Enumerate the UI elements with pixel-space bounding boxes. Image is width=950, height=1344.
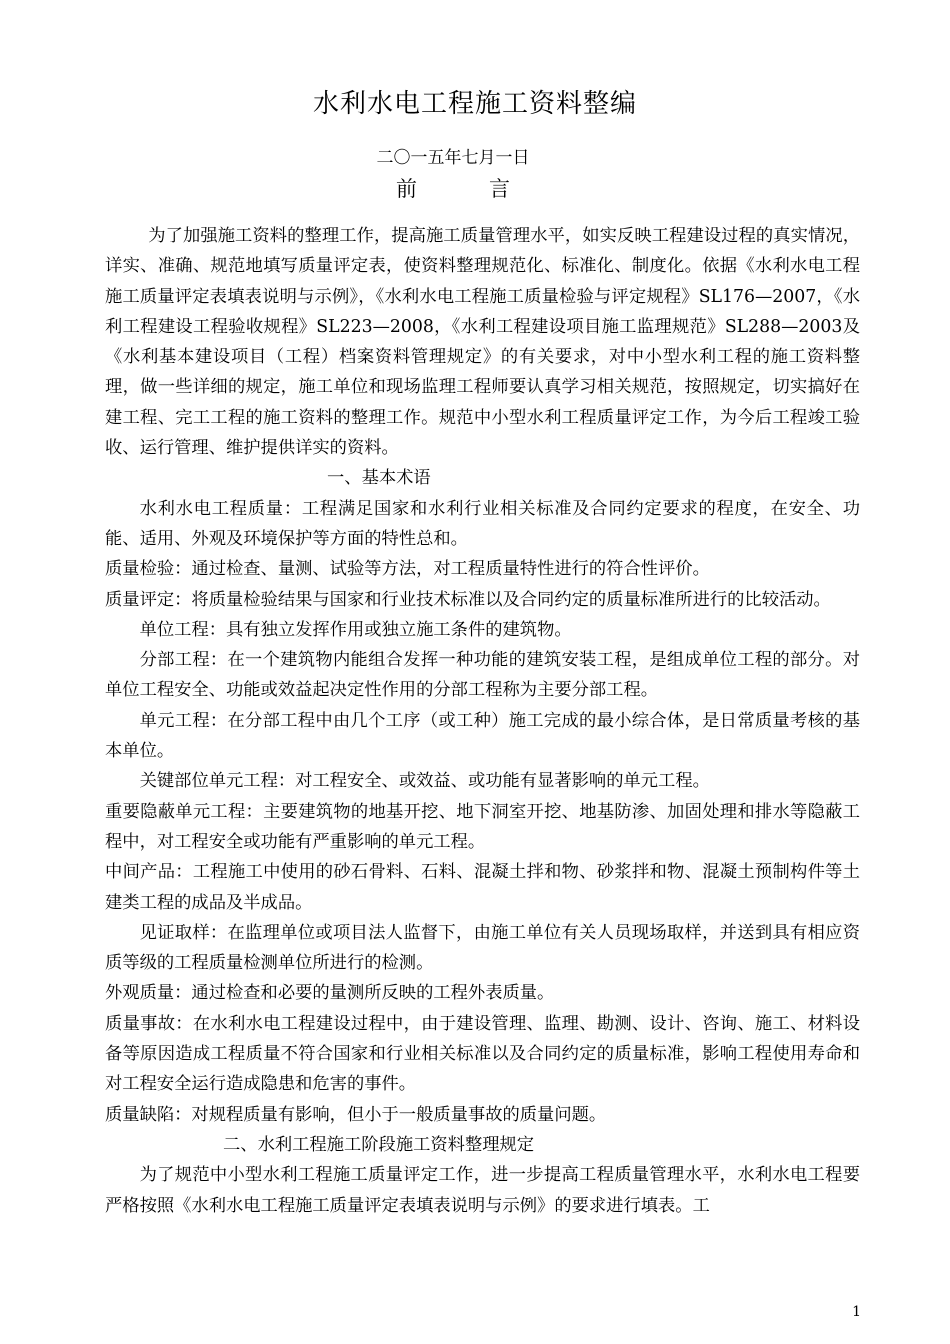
term-paragraph: 水利水电工程质量：工程满足国家和水利行业相关标准及合同约定要求的程度，在安全、功能、适用、外观及环境保护等方面的特性总和。: [105, 498, 860, 549]
document-body: [105, 221, 860, 1221]
preface-char-1: 前: [396, 177, 417, 201]
term-paragraph: 重要隐蔽单元工程：主要建筑物的地基开挖、地下洞室开挖、地基防渗、加固处理和排水等隐蔽工程中，对工程安全或功能有严重影响的单元工程。: [105, 801, 860, 852]
document-title: 水利水电工程施工资料整编: [312, 89, 637, 119]
term-paragraph: 单位工程：具有独立发挥作用或独立施工条件的建筑物。: [139, 619, 572, 640]
term-paragraph: 外观质量：通过检查和必要的量测所反映的工程外表质量。: [105, 983, 555, 1004]
term-paragraph: 关键部位单元工程：对工程安全、或效益、或功能有显著影响的单元工程。: [139, 771, 710, 792]
term-paragraph: 质量检验：通过检查、量测、试验等方法，对工程质量特性进行的符合性评价。: [105, 559, 710, 580]
page-number: 1: [852, 1304, 861, 1320]
preface-char-2: 言: [489, 177, 510, 201]
intro-paragraph: 为了加强施工资料的整理工作，提高施工质量管理水平，如实反映工程建设过程的真实情况，详实、准确、规范地填写质量评定表，使资料整理规范化、标准化、制度化。依据《水利水电工程施工质量评定表填表说明与示例》，《水利水电工程施工质量检验与评定规程》SL176—2007，《水利工程建设工程验收规程》SL223—2008，《水利工程建设项目施工监理规范》SL288—2003及《水利基本建设项目（工程）档案资料管理规定》的有关要求，对中小型水利工程的施工资料整理，做一些详细的规定，施工单位和现场监理工程师要认真学习相关规范，按照规定，切实搞好在建工程、完工工程的施工资料的整理工作。规范中小型水利工程质量评定工作，为今后工程竣工验收、运行管理、维护提供详实的资料。: [105, 226, 860, 459]
term-paragraph: 见证取样：在监理单位或项目法人监督下，由施工单位有关人员现场取样，并送到具有相应资质等级的工程质量检测单位所进行的检测。: [105, 922, 860, 974]
section2-paragraph: 为了规范中小型水利工程施工质量评定工作，进一步提高工程质量管理水平，水利水电工程要严格按照《水利水电工程施工质量评定表填表说明与示例》的要求进行填表。工: [105, 1165, 860, 1216]
term-paragraph: 单元工程：在分部工程中由几个工序（或工种）施工完成的最小综合体，是日常质量考核的基本单位。: [105, 710, 860, 762]
document-date: 二〇一五年七月一日: [376, 148, 530, 168]
term-paragraph: 中间产品：工程施工中使用的砂石骨料、石料、混凝土拌和物、砂浆拌和物、混凝土预制构件等土建类工程的成品及半成品。: [105, 862, 860, 913]
term-paragraph: 分部工程：在一个建筑物内能组合发挥一种功能的建筑安装工程，是组成单位工程的部分。对单位工程安全、功能或效益起决定性作用的分部工程称为主要分部工程。: [105, 650, 860, 701]
preface-heading: [0, 174, 906, 204]
section-heading-rules: 二、水利工程施工阶段施工资料整理规定: [223, 1134, 535, 1155]
section-heading-terms: 一、基本术语: [327, 468, 431, 489]
term-paragraph: 质量评定：将质量检验结果与国家和行业技术标准以及合同约定的质量标准所进行的比较活动。: [105, 589, 831, 610]
term-paragraph: 质量缺陷：对规程质量有影响，但小于一般质量事故的质量问题。: [105, 1104, 607, 1125]
term-paragraph: 质量事故：在水利水电工程建设过程中，由于建设管理、监理、勘测、设计、咨询、施工、材料设备等原因造成工程质量不符合国家和行业相关标准以及合同约定的质量标准，影响工程使用寿命和对工程安全运行造成隐患和危害的事件。: [105, 1013, 860, 1095]
